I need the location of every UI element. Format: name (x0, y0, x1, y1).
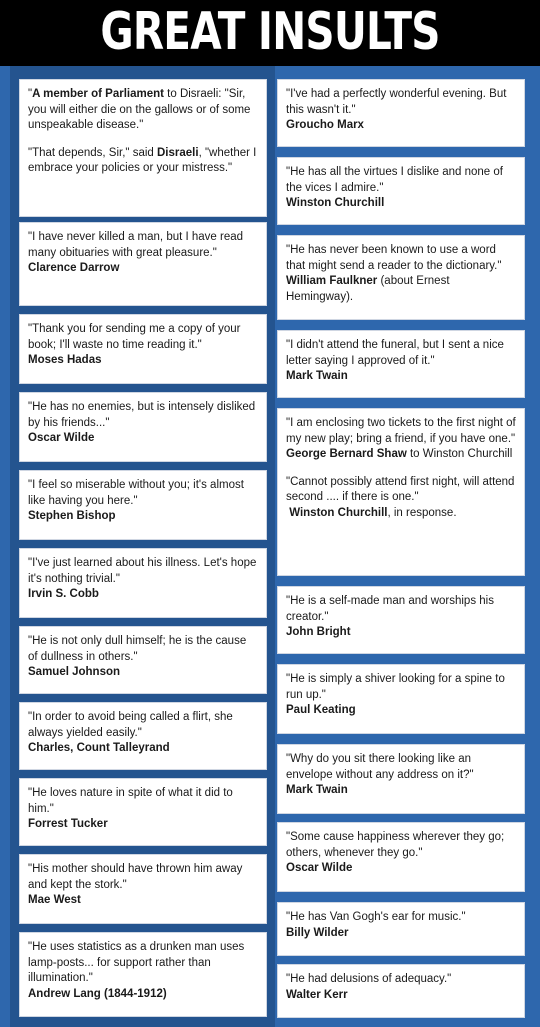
quote-card (277, 902, 525, 956)
quote-text: "He has never been known to use a word that might send a reader to the dictionary." William Faulkner (about Ernest Hemingway). (286, 244, 502, 303)
quote-card (19, 314, 267, 384)
quote-text: "He had delusions of adequacy." (286, 973, 452, 985)
quote-author: Winston Churchill (286, 197, 385, 209)
quote-text: "He has Van Gogh's ear for music." (286, 911, 466, 923)
reply-text: "Cannot possibly attend first night, will attend second .... if there is one." (286, 475, 515, 503)
quote-card-faulkner (277, 235, 525, 320)
quote-author: Andrew Lang (1844-1912) (28, 987, 167, 1000)
quote-author: Clarence Darrow (28, 262, 120, 274)
quote-text: "He has all the virtues I dislike and none of the vices I admire." (286, 166, 503, 194)
quote-text: "Thank you for sending me a copy of your book; I'll waste no time reading it." (28, 323, 241, 351)
quote-card-disraeli (19, 79, 267, 217)
quote-text: "He is not only dull himself; he is the cause of dullness in others." (28, 635, 247, 663)
quote-text: "I have never killed a man, but I have read many obituaries with great pleasure." (28, 231, 244, 259)
page-title: GREAT INSULTS (100, 2, 440, 62)
quote-author: George Bernard Shaw (286, 448, 407, 460)
quote-author: Stephen Bishop (28, 510, 116, 522)
quote-text: "Some cause happiness wherever they go; others, whenever they go." (286, 831, 505, 859)
quote-author: Oscar Wilde (286, 862, 353, 874)
quote-card (19, 626, 267, 694)
quote-text: "In order to avoid being called a flirt, she always yielded easily." (28, 711, 233, 739)
quote-author: Disraeli (157, 146, 199, 159)
quote-text: "His mother should have thrown him away and kept the stork." (28, 863, 243, 891)
quote-card (19, 854, 267, 924)
quote-card (19, 548, 267, 618)
quote-author: Groucho Marx (286, 119, 364, 131)
quote-card (277, 744, 525, 814)
quote-author: John Bright (286, 626, 351, 638)
quote-card (277, 157, 525, 225)
reply-attribution: Winston Churchill, in response. (289, 506, 457, 519)
quote-text: "I am enclosing two tickets to the first night of my new play; bring a friend, if you have one." (286, 417, 516, 445)
quote-card (277, 964, 525, 1018)
quote-card (19, 702, 267, 770)
quote-text: "Why do you sit there looking like an envelope without any address on it?" (286, 753, 474, 781)
quote-author: Moses Hadas (28, 354, 102, 366)
quote-text: "He has no enemies, but is intensely disliked by his friends..." (28, 401, 256, 429)
quote-card (277, 664, 525, 734)
quote-author: Oscar Wilde (28, 432, 95, 444)
quote-card (277, 79, 525, 147)
quote-card (19, 222, 267, 306)
quote-author: Charles, Count Talleyrand (28, 742, 170, 754)
quote-card (19, 392, 267, 462)
quote-author: Walter Kerr (286, 988, 348, 1001)
quote-card (277, 822, 525, 892)
quote-card (277, 586, 525, 654)
quote-author: William Faulkner (286, 275, 378, 287)
quote-card-shaw-churchill (277, 408, 525, 576)
reply-author: Winston Churchill (289, 506, 388, 519)
quote-author: Samuel Johnson (28, 666, 121, 678)
quote-author: Mae West (28, 894, 81, 906)
quote-author: Irvin S. Cobb (28, 588, 99, 600)
quote-author: Mark Twain (286, 370, 348, 382)
quote-card (19, 932, 267, 1017)
quote-text: "I feel so miserable without you; it's almost like having you here." (28, 479, 244, 507)
quote-text: "He uses statistics as a drunken man uses lamp-posts... for support rather than illumination." (28, 941, 245, 984)
quote-card (277, 330, 525, 398)
quote-author: Paul Keating (286, 704, 356, 716)
quote-author: Billy Wilder (286, 926, 349, 939)
quote-author: Mark Twain (286, 784, 348, 796)
quote-text: "He is a self-made man and worships his creator." (286, 595, 494, 623)
quote-card (19, 778, 267, 846)
quote-text: "He loves nature in spite of what it did to him." (28, 787, 233, 815)
quote-text: "I've had a perfectly wonderful evening. But this wasn't it." (286, 88, 507, 116)
quote-text: "I've just learned about his illness. Let's hope it's nothing trivial." (28, 557, 257, 585)
quote-text: "He is simply a shiver looking for a spine to run up." (286, 673, 505, 701)
quote-author: Forrest Tucker (28, 818, 108, 830)
quote-speaker: A member of Parliament (32, 88, 164, 100)
quote-text: "A member of Parliament to Disraeli: "Sir, you will either die on the gallows or of some unspeakable disease." (28, 88, 251, 131)
quote-text: "I didn't attend the funeral, but I sent a nice letter saying I approved of it." (286, 339, 504, 367)
reply-text: "That depends, Sir," said Disraeli, "whether I embrace your policies or your mistress." (28, 146, 257, 174)
quote-card (19, 470, 267, 540)
quote-attribution: George Bernard Shaw to Winston Churchill (286, 448, 513, 460)
